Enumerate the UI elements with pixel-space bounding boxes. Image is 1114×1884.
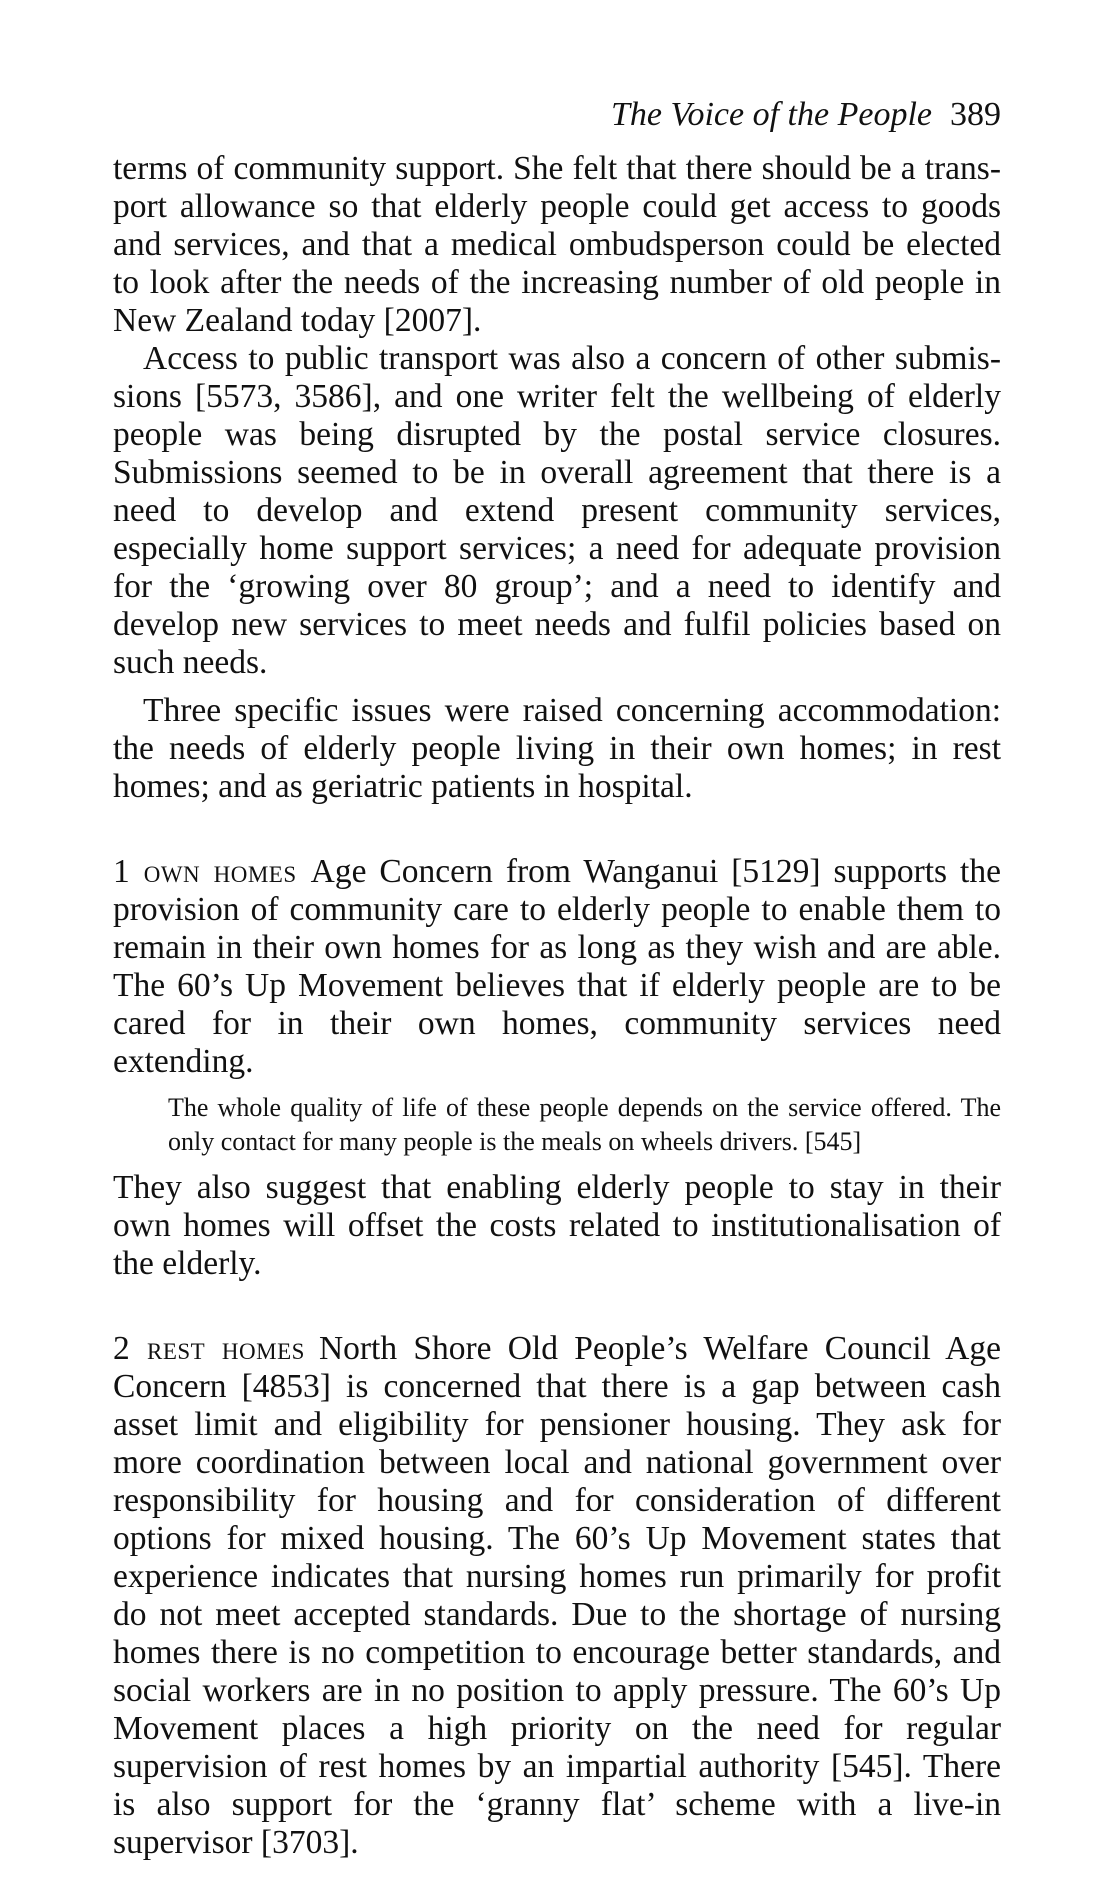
body-text — [113, 150, 1001, 1862]
paragraph: terms of community support. She felt that there should be a transport allowance so that elderly people could get access to goods and services, and that a medical ombudsperson could be elected to look after the needs of the increasing number of old people in New Zealand today [2007]. — [113, 150, 1001, 339]
section-own-homes — [113, 853, 1001, 1081]
section-rest-homes — [113, 1330, 1001, 1862]
section-heading: 2 rest homes — [113, 1330, 305, 1367]
section-heading: 1 own homes — [113, 853, 297, 890]
paragraph: Access to public transport was also a concern of other submissions [5573, 3586], and one writer felt the wellbeing of elderly people was being disrupted by the postal service closures. Submissions seemed to be in overall agreement that there is a need to develop and extend present community services, especially home support services; a need for adequate provision for the ‘growing over 80 group’; and a need to identify and develop new services to meet needs and fulfil policies based on such needs. — [113, 340, 1001, 681]
running-title: The Voice of the People — [610, 96, 932, 133]
running-head — [113, 92, 1001, 138]
section-text: Age Concern from Wanganui [5129] supports the provision of community care to elderly people to enable them to remain in their own homes for as long as they wish and are able. The 60’s Up Movement believes that if elderly people are to be cared for in their own homes, community services need extending. — [113, 853, 1001, 1080]
block-quote: The whole quality of life of these people depends on the service offered. The only contact for many people is the meals on wheels drivers. [545] — [168, 1093, 1001, 1156]
section-text: North Shore Old People’s Welfare Council Age Concern [4853] is concerned that there is a gap between cash asset limit and eligibility for pensioner housing. They ask for more coordination between local and national government over responsibility for housing and for consideration of different options for mixed housing. The 60’s Up Movement states that experience indicates that nursing homes run primarily for profit do not meet accepted standards. Due to the shortage of nursing homes there is no competition to encourage better standards, and social workers are in no position to apply pressure. The 60’s Up Movement places a high priority on the need for regular supervision of rest homes by an impartial authority [545]. There is also support for the ‘granny flat’ scheme with a live-in supervisor [3703]. — [113, 1330, 1001, 1861]
paragraph: They also suggest that enabling elderly people to stay in their own homes will offset the costs related to institutionalisation of the elderly. — [113, 1169, 1001, 1282]
paragraph: Three specific issues were raised concerning accommodation: the needs of elderly people living in their own homes; in rest homes; and as geriatric patients in hospital. — [113, 692, 1001, 805]
page-number: 389 — [950, 96, 1001, 133]
